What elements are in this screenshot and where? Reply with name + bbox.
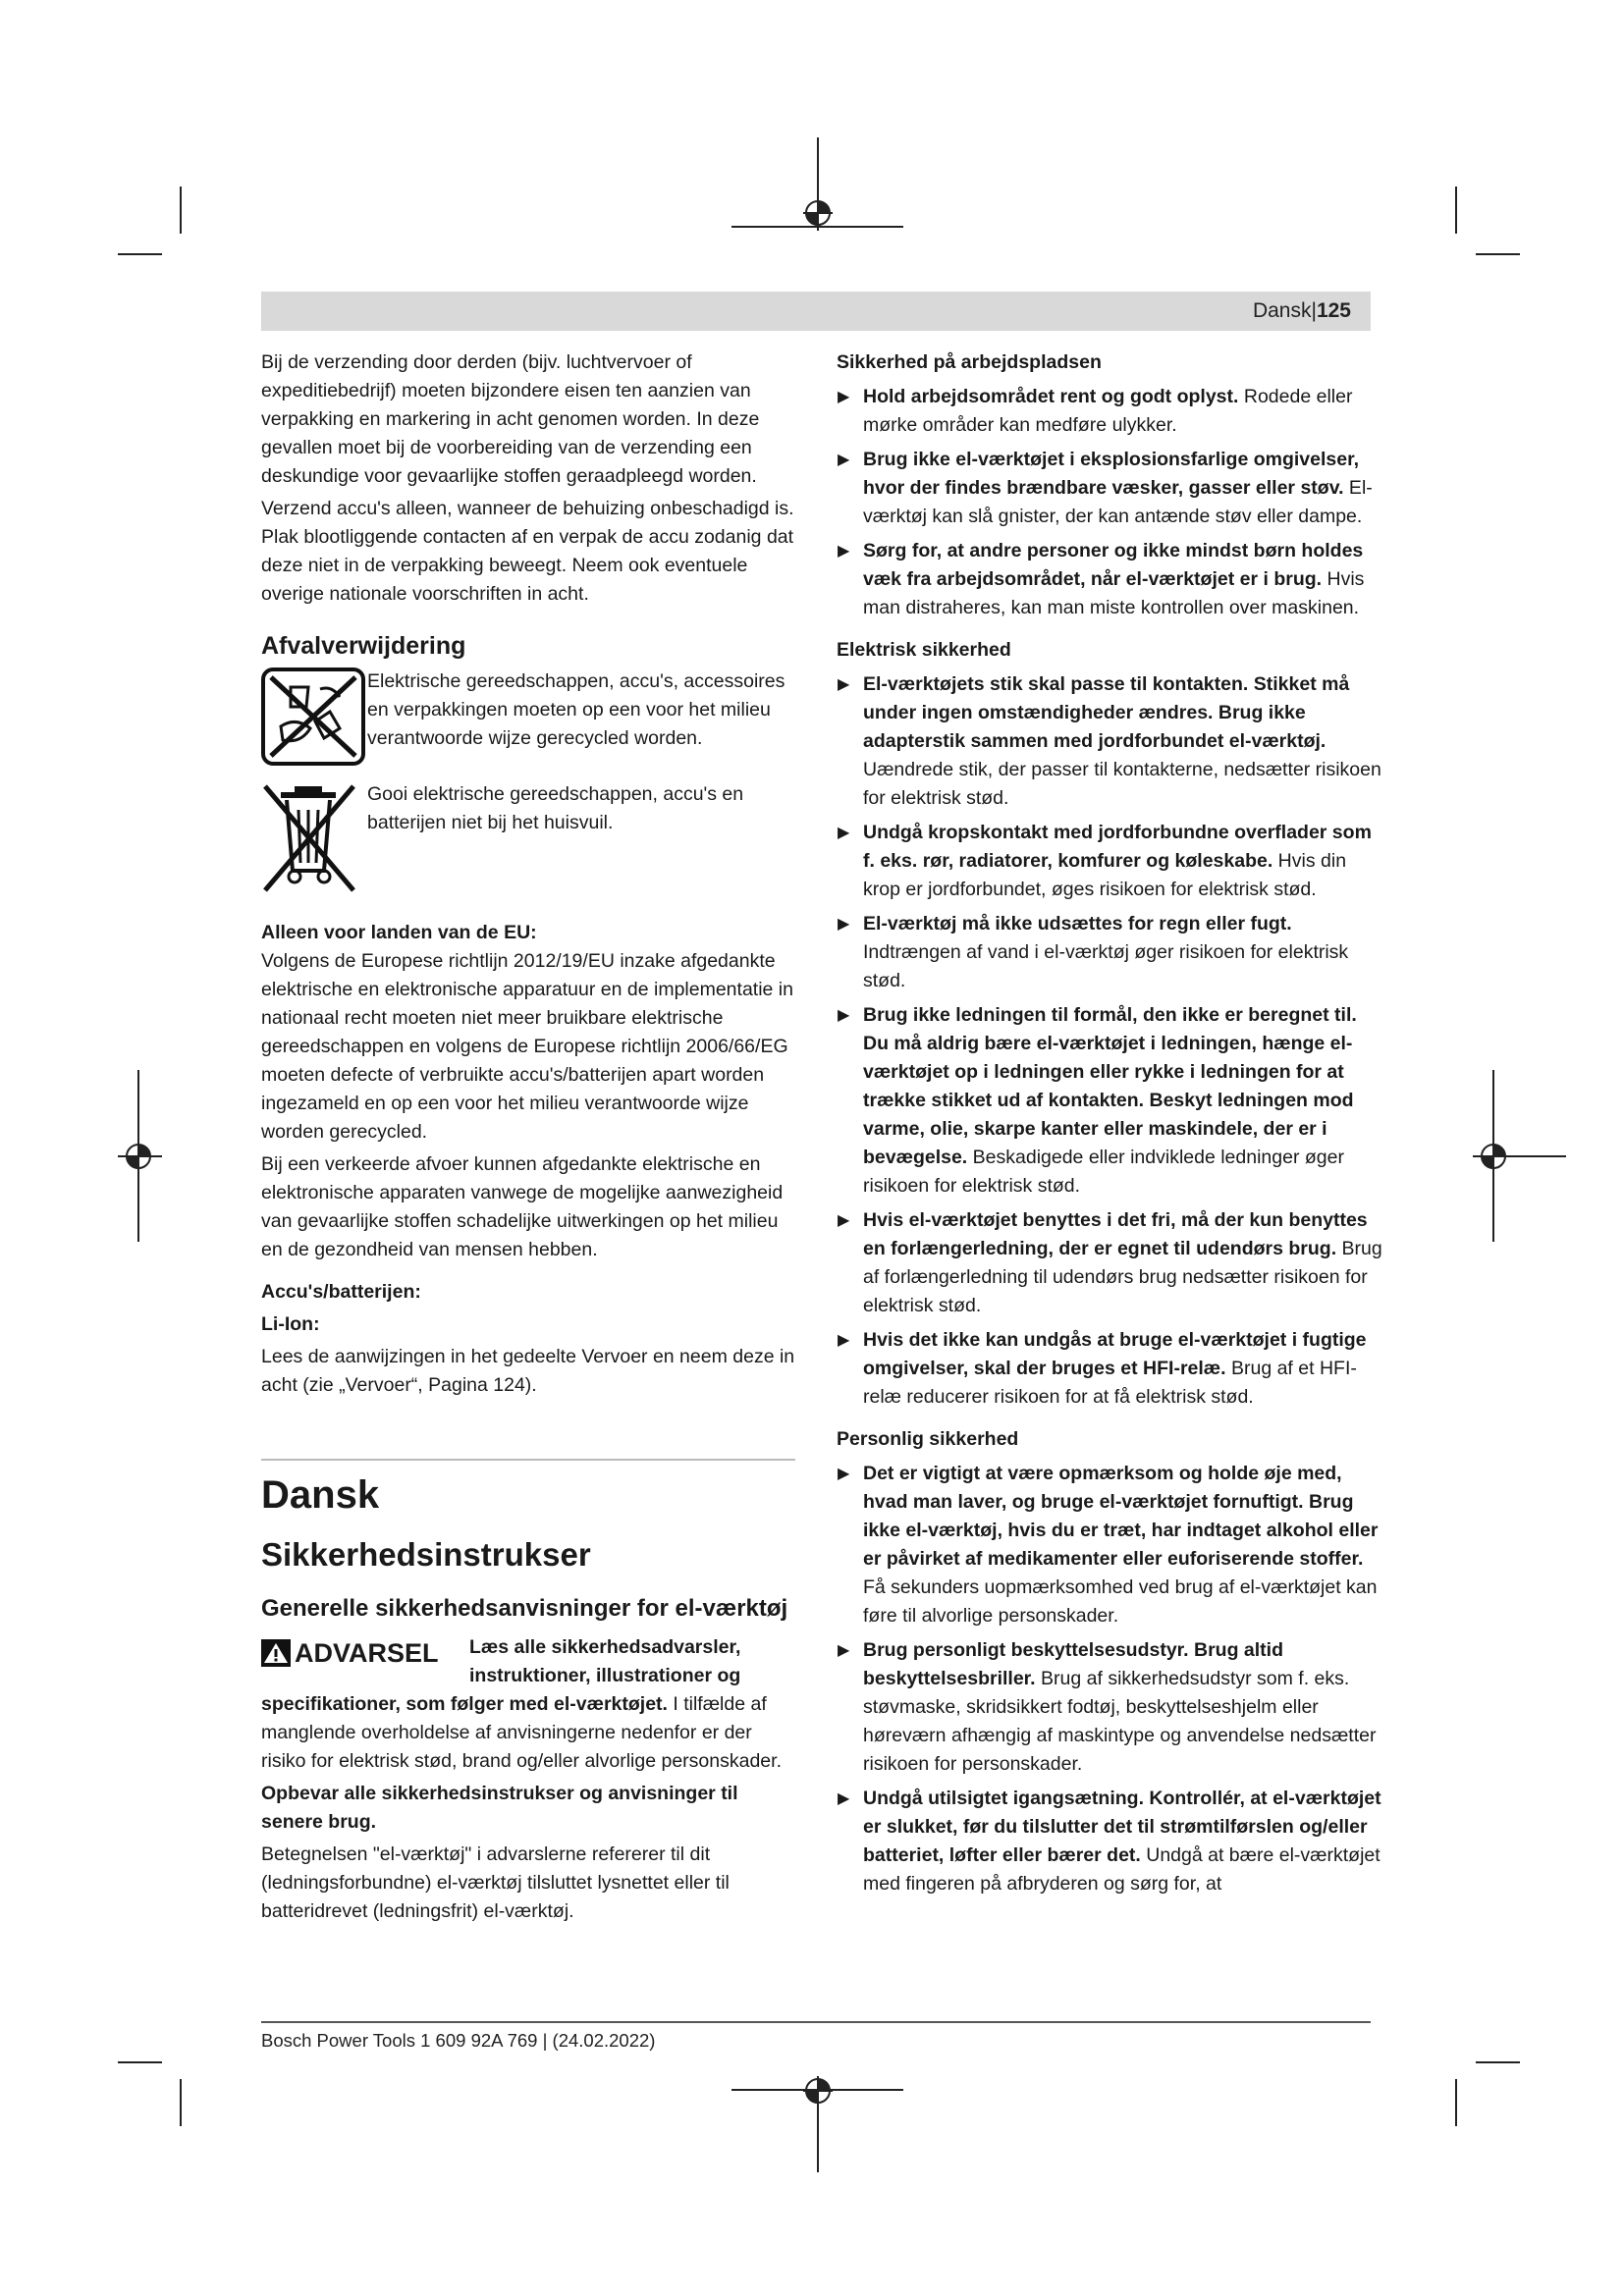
chapter-title: Sikkerhedsinstrukser	[261, 1536, 591, 1573]
section-title: Generelle sikkerhedsanvisninger for el-værktøj	[261, 1595, 788, 1622]
right-column	[837, 348, 1386, 1898]
warning-triangle-icon	[261, 1639, 291, 1667]
list-item: ▶ Det er vigtigt at være opmærksom og holde øje med, hvad man laver, og bruge el-værktøjet fornuftigt. Brug ikke el-værktøj, hvis du er træt, har indtaget alkohol eller er påvirket af medikamenter eller euforiserende stoffer. Få sekunders uopmærksomhed ved brug af el-værktøjet kan føre til alvorlige personskader.	[837, 1460, 1386, 1630]
section-heading: Elektrisk sikkerhed	[837, 639, 1011, 661]
language-title: Dansk	[261, 1473, 380, 1517]
section-heading: Sikkerhed på arbejdspladsen	[837, 351, 1102, 373]
waste-bin-notice	[261, 780, 795, 903]
crop-mark	[1476, 253, 1520, 255]
paragraph: Volgens de Europese richtlijn 2012/19/EU inzake afgedankte elektrische en elektronische apparatuur en de implementatie in nationaal recht moeten niet meer bruikbare elektrische gereedschappen en volgens de Europese richtlijn 2006/66/EG moeten defecte of verbruikte accu's/batterijen apart worden ingezameld en op een voor het milieu verantwoorde wijze worden gerecycled.	[261, 950, 793, 1143]
bullet-arrow-icon: ▶	[838, 676, 850, 693]
recycle-text: Elektrische gereedschappen, accu's, accessoires en verpakkingen moeten op een voor het milieu verantwoorde wijze gerecycled worden.	[367, 670, 785, 749]
warning-bold-text: Læs alle sikkerhedsadvarsler, instruktioner, illustrationer og specifikationer, som følger med el-værktøjet.	[261, 1636, 741, 1715]
list-item: ▶ Hvis el-værktøjet benyttes i det fri, må der kun benyttes en forlængerledning, der er egnet til udendørs brug. Brug af forlængerledning til udendørs brug nedsætter risikoen for elektrisk stød.	[837, 1206, 1386, 1320]
bullet-arrow-icon: ▶	[838, 1007, 850, 1024]
list-item: ▶ Undgå kropskontakt med jordforbundne overflader som f. eks. rør, radiatorer, komfurer og køleskabe. Hvis din krop er jordforbundet, øges risikoen for elektrisk stød.	[837, 819, 1386, 904]
section-heading: Personlig sikkerhed	[837, 1428, 1019, 1450]
crop-mark	[1476, 2061, 1520, 2063]
paragraph: Betegnelsen "el-værktøj" i advarslerne refererer til dit (ledningsforbundne) el-værktøj tilsluttet lysnettet eller til batteridrevet (ledningsfrit) el-værktøj.	[261, 1843, 730, 1922]
bullet-arrow-icon: ▶	[838, 452, 850, 468]
list-item: ▶ El-værktøj må ikke udsættes for regn eller fugt. Indtrængen af vand i el-værktøj øger risikoen for elektrisk stød.	[837, 910, 1386, 995]
left-column	[261, 348, 795, 1926]
registration-target-icon	[803, 2076, 833, 2106]
subheading: Accu's/batterijen:	[261, 1281, 421, 1303]
list-item: ▶ Undgå utilsigtet igangsætning. Kontrollér, at el-værktøjet er slukket, før du tilslutter det til strømtilførslen og/eller batteriet, løfter eller bærer det. Undgå at bære el-værktøjet med fingeren på afbryderen og sørg for, at	[837, 1785, 1386, 1898]
waste-bin-text: Gooi elektrische gereedschappen, accu's en batterijen niet bij het huisvuil.	[367, 783, 744, 833]
warning-label: ADVARSEL	[295, 1638, 439, 1668]
registration-target-icon	[124, 1142, 153, 1171]
warning-badge	[261, 1633, 458, 1673]
subheading: Li-Ion:	[261, 1313, 320, 1335]
keep-instructions: Opbevar alle sikkerhedsinstrukser og anvisninger til senere brug.	[261, 1783, 738, 1833]
bullet-arrow-icon: ▶	[838, 389, 850, 405]
crossed-out-bin-icon	[261, 780, 365, 894]
warning-block	[261, 1633, 795, 1776]
crop-mark	[118, 253, 162, 255]
subheading: Alleen voor landen van de EU:	[261, 922, 537, 943]
warning-text: I tilfælde af manglende overholdelse af anvisningerne nedenfor er der risiko for elektrisk stød, brand og/eller alvorlige personskader.	[261, 1693, 782, 1772]
registration-target-icon	[1479, 1142, 1508, 1171]
bullet-arrow-icon: ▶	[838, 1332, 850, 1349]
list-item: ▶ Brug personligt beskyttelsesudstyr. Brug altid beskyttelsesbriller. Brug af sikkerhedsudstyr som f. eks. støvmaske, skridsikkert fodtøj, beskyttelseshjelm eller høreværn afhængig af maskintype og anvendelse nedsætter risikoen for personskader.	[837, 1636, 1386, 1779]
list-item: ▶ Brug ikke ledningen til formål, den ikke er beregnet til. Du må aldrig bære el-værktøjet i ledningen, hænge el-værktøjet op i ledningen eller rykke i ledningen for at trække stikket ud af kontakten. Beskyt ledningen mod varme, olie, skarpe kanter eller maskindele, der er i bevægelse. Beskadigede eller indviklede ledninger øger risikoen for elektrisk stød.	[837, 1001, 1386, 1201]
footer-divider	[261, 2021, 1371, 2023]
paragraph: Lees de aanwijzingen in het gedeelte Vervoer en neem deze in acht (zie „Vervoer“, Pagina 124).	[261, 1346, 795, 1396]
crop-mark	[180, 187, 182, 234]
bullet-arrow-icon: ▶	[838, 916, 850, 933]
bullet-arrow-icon: ▶	[838, 1212, 850, 1229]
header-section: Dansk	[1252, 299, 1312, 322]
crop-mark	[118, 2061, 162, 2063]
instruction-list	[837, 383, 1386, 622]
paragraph: Bij een verkeerde afvoer kunnen afgedankte elektrische en elektronische apparaten vanwege de mogelijke aanwezigheid van gevaarlijke stoffen schadelijke uitwerkingen op het milieu en de gezondheid van mensen hebben.	[261, 1153, 784, 1260]
instruction-list	[837, 1460, 1386, 1898]
list-item: ▶ El-værktøjets stik skal passe til kontakten. Stikket må under ingen omstændigheder ændres. Brug ikke adapterstik sammen med jordforbundet el-værktøj. Uændrede stik, der passer til kontakterne, nedsætter risikoen for elektrisk stød.	[837, 670, 1386, 813]
section-heading: Afvalverwijdering	[261, 632, 466, 660]
bullet-arrow-icon: ▶	[838, 543, 850, 560]
page-header-label	[1253, 292, 1371, 331]
section-divider	[261, 1459, 795, 1461]
paragraph: Verzend accu's alleen, wanneer de behuizing onbeschadigd is. Plak blootliggende contacten af en verpak de accu zodanig dat deze niet in de verpakking beweegt. Neem ook eventuele overige nationale voorschriften in acht.	[261, 498, 794, 605]
recycle-notice	[261, 667, 795, 774]
crop-mark	[1455, 2079, 1457, 2126]
bullet-arrow-icon: ▶	[838, 1790, 850, 1807]
crop-mark	[1455, 187, 1457, 234]
list-item: ▶ Brug ikke el-værktøjet i eksplosionsfarlige omgivelser, hvor der findes brændbare væsker, gasser eller støv. El-værktøj kan slå gnister, der kan antænde støv eller dampe.	[837, 446, 1386, 531]
instruction-list	[837, 670, 1386, 1412]
page-number: 125	[1316, 299, 1351, 322]
list-item: ▶ Hvis det ikke kan undgås at bruge el-værktøjet i fugtige omgivelser, skal der bruges et HFI-relæ. Brug af et HFI-relæ reducerer risikoen for at få elektrisk stød.	[837, 1326, 1386, 1412]
header-separator: |	[1311, 299, 1317, 322]
bullet-arrow-icon: ▶	[838, 1466, 850, 1482]
bullet-arrow-icon: ▶	[838, 1642, 850, 1659]
crop-mark	[180, 2079, 182, 2126]
list-item: ▶ Hold arbejdsområdet rent og godt oplyst. Rodede eller mørke områder kan medføre ulykker.	[837, 383, 1386, 440]
bullet-arrow-icon: ▶	[838, 825, 850, 841]
paragraph: Bij de verzending door derden (bijv. luchtvervoer of expeditiebedrijf) moeten bijzondere eisen ten aanzien van verpakking en markering in acht genomen worden. In deze gevallen moet bij de voorbereiding van de verzending een deskundige voor gevaarlijke stoffen geraadpleegd worden.	[261, 351, 760, 487]
list-item: ▶ Sørg for, at andre personer og ikke mindst børn holdes væk fra arbejdsområdet, når el-værktøjet er i brug. Hvis man distraheres, kan man miste kontrollen over maskinen.	[837, 537, 1386, 622]
page-footer: Bosch Power Tools 1 609 92A 769 | (24.02.2022)	[261, 2030, 656, 2051]
page-header	[261, 292, 1371, 331]
recycling-symbol-icon	[261, 667, 365, 766]
registration-target-icon	[803, 198, 833, 228]
